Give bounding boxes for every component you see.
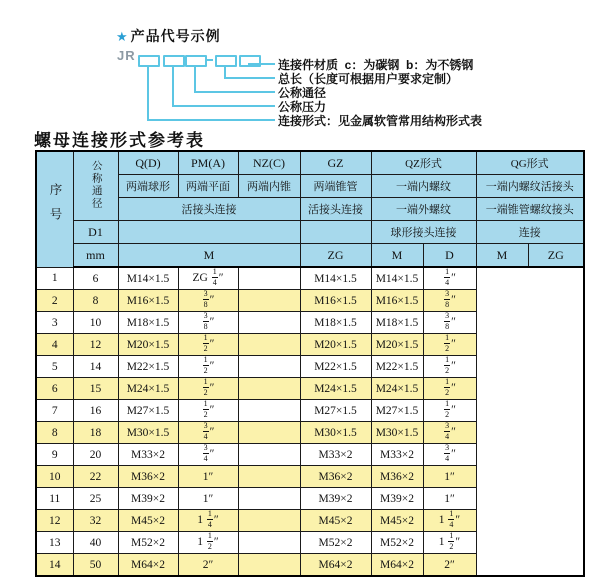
cell-qg_m: M20×1.5 [371,334,423,356]
header-qz-m: M [371,244,423,268]
legend-pressure: 公称压力 [278,100,327,114]
cell-gz_zg: $\frac{3}{4}$ ″ [178,444,238,466]
header-conn-left: 活接头连接 [118,198,300,221]
cell-dn: 6 [73,267,118,290]
legend-diameter: 公称通径 [278,86,327,100]
cell-qg_m: M16×1.5 [371,290,423,312]
cell-no: 14 [36,554,73,577]
cell-qg_m: M64×2 [371,554,423,577]
cell-m: M20×1.5 [118,334,178,356]
cell-qz_d: M36×2 [300,466,371,488]
cell-dn: 25 [73,488,118,510]
cell-qg_zg: 1 $\frac{1}{2}$ ″ [423,532,476,554]
cell-qz_d: M24×1.5 [300,378,371,400]
cell-m: M64×2 [118,554,178,577]
table-row [36,334,584,356]
diagram-title [116,26,221,46]
cell-qz_m [238,400,300,422]
cell-no: 6 [36,378,73,400]
table-row [36,444,584,466]
cell-qg_m: M36×2 [371,466,423,488]
header-thread-zg: ZG [300,244,371,268]
header-form-pma: PM(A) [178,151,238,175]
cell-m: M30×1.5 [118,422,178,444]
cell-no: 4 [36,334,73,356]
table-row [36,532,584,554]
cell-qz_m [238,422,300,444]
cell-no: 9 [36,444,73,466]
cell-gz_zg: 1 $\frac{1}{4}$ ″ [178,510,238,532]
table-row [36,422,584,444]
cell-m: M14×1.5 [118,267,178,290]
header-form-qg: QG形式 [476,151,584,175]
header-serial: 序号 [36,151,73,267]
table-row [36,466,584,488]
header-nominal-diameter: 公称通径 [73,151,118,221]
cell-dn: 10 [73,312,118,334]
cell-m: M22×1.5 [118,356,178,378]
cell-qg_m: M39×2 [371,488,423,510]
table-row [36,378,584,400]
header-desc-nzc: 两端内锥 [238,175,300,198]
cell-qg_m: M30×1.5 [371,422,423,444]
cell-m: M36×2 [118,466,178,488]
cell-qg_zg: $\frac{3}{8}$ ″ [423,290,476,312]
cell-qz_m [238,356,300,378]
cell-qg_m: M45×2 [371,510,423,532]
leader-line [194,91,275,93]
cell-no: 8 [36,422,73,444]
leader-line [194,65,196,93]
table-row [36,356,584,378]
leader-line [147,65,149,121]
leader-line [224,77,275,79]
header-ball-joint: 球形接头连接 [371,221,476,244]
cell-qg_m: M18×1.5 [371,312,423,334]
header-blank-left [118,221,300,244]
cell-gz_zg: 2″ [178,554,238,577]
cell-qg_zg: $\frac{3}{4}$ ″ [423,422,476,444]
cell-dn: 18 [73,422,118,444]
table-body [36,267,584,576]
cell-qz_m [238,267,300,290]
header-mm: mm [73,244,118,268]
cell-dn: 16 [73,400,118,422]
cell-qz_d: M14×1.5 [300,267,371,290]
header-desc-qz: 一端内螺纹 [371,175,476,198]
cell-qg_zg: 1 $\frac{1}{4}$ ″ [423,510,476,532]
cell-gz_zg: 1″ [178,488,238,510]
cell-gz_zg: 1″ [178,466,238,488]
cell-qz_m [238,444,300,466]
cell-gz_zg: $\frac{3}{4}$ ″ [178,422,238,444]
header-desc-qg: 一端内螺纹活接头 [476,175,584,198]
cell-no: 3 [36,312,73,334]
cell-dn: 8 [73,290,118,312]
cell-m: M16×1.5 [118,290,178,312]
header-form-qd: Q(D) [118,151,178,175]
header-desc-gz: 两端锥管 [300,175,371,198]
cell-m: M33×2 [118,444,178,466]
cell-qg_zg: $\frac{3}{4}$ ″ [423,444,476,466]
cell-qg_m: M22×1.5 [371,356,423,378]
legend-length: 总长（长度可根据用户要求定制） [278,72,459,86]
cell-gz_zg: $\frac{1}{2}$ ″ [178,356,238,378]
cell-no: 1 [36,267,73,290]
cell-dn: 12 [73,334,118,356]
cell-gz_zg: $\frac{3}{8}$ ″ [178,290,238,312]
diagram-title-text: 产品代号示例 [130,28,221,44]
cell-dn: 22 [73,466,118,488]
header-conn-qg: 一端锥管螺纹接头 [476,198,584,221]
nut-connection-table [35,150,585,577]
cell-qz_d: M18×1.5 [300,312,371,334]
cell-qz_d: M22×1.5 [300,356,371,378]
cell-no: 5 [36,356,73,378]
cell-m: M39×2 [118,488,178,510]
cell-dn: 20 [73,444,118,466]
header-thread-m: M [118,244,300,268]
header-form-qz: QZ形式 [371,151,476,175]
table-row [36,312,584,334]
code-box-3 [185,55,207,67]
cell-dn: 40 [73,532,118,554]
cell-qz_d: M64×2 [300,554,371,577]
cell-gz_zg: $\frac{1}{2}$ ″ [178,334,238,356]
header-desc-qd: 两端球形 [118,175,178,198]
code-dash [206,59,213,61]
table-row [36,400,584,422]
code-box-4 [215,55,237,67]
cell-qg_m: M24×1.5 [371,378,423,400]
cell-qg_zg: $\frac{1}{2}$ ″ [423,356,476,378]
cell-qz_m [238,488,300,510]
cell-qg_zg: 1″ [423,488,476,510]
table-row [36,267,584,290]
cell-no: 10 [36,466,73,488]
cell-qg_zg: $\frac{1}{2}$ ″ [423,378,476,400]
cell-gz_zg: $\frac{3}{8}$ ″ [178,312,238,334]
product-code-prefix: JR [117,48,136,63]
code-box-2 [163,55,185,67]
header-conn-gz: 活接头连接 [300,198,371,221]
cell-qz_d: M39×2 [300,488,371,510]
cell-m: M45×2 [118,510,178,532]
cell-qz_d: M16×1.5 [300,290,371,312]
cell-qg_zg: $\frac{1}{2}$ ″ [423,400,476,422]
cell-gz_zg: $\frac{1}{2}$ ″ [178,378,238,400]
cell-dn: 15 [73,378,118,400]
header-form-gz: GZ [300,151,371,175]
legend-connection: 连接形式：见金属软管常用结构形式表 [278,114,483,128]
cell-qz_m [238,554,300,577]
leader-line [172,105,275,107]
cell-qz_d: M45×2 [300,510,371,532]
cell-no: 7 [36,400,73,422]
cell-qg_m: M33×2 [371,444,423,466]
cell-qg_zg: $\frac{1}{4}$ ″ [423,267,476,290]
cell-m: M27×1.5 [118,400,178,422]
table-row [36,510,584,532]
cell-no: 12 [36,510,73,532]
legend-material: 连接件材质 c：为碳钢 b：为不锈钢 [278,58,474,72]
header-form-nzc: NZ(C) [238,151,300,175]
leader-line [147,119,275,121]
leader-line [248,63,275,65]
cell-gz_zg: 1 $\frac{1}{2}$ ″ [178,532,238,554]
table-title: 螺母连接形式参考表 [34,131,205,150]
cell-gz_zg: $\frac{1}{2}$ ″ [178,400,238,422]
cell-qz_d: M27×1.5 [300,400,371,422]
cell-dn: 50 [73,554,118,577]
cell-qz_m [238,466,300,488]
cell-qg_zg: $\frac{3}{8}$ ″ [423,312,476,334]
header-qz-d: D [423,244,476,268]
cell-qz_m [238,378,300,400]
cell-dn: 14 [73,356,118,378]
table-row [36,290,584,312]
cell-qg_m: M14×1.5 [371,267,423,290]
table-header [36,151,584,267]
cell-gz_zg: ZG $\frac{1}{4}$ ″ [178,267,238,290]
cell-qg_zg: $\frac{1}{2}$ ″ [423,334,476,356]
star-icon: ★ [116,29,129,44]
header-blank-gz [300,221,371,244]
header-d1: D1 [73,221,118,244]
cell-qg_m: M52×2 [371,532,423,554]
header-connect: 连接 [476,221,584,244]
cell-qz_d: M20×1.5 [300,334,371,356]
cell-qg_zg: 2″ [423,554,476,577]
header-qg-m: M [476,244,528,268]
cell-m: M52×2 [118,532,178,554]
header-qg-zg: ZG [528,244,584,268]
header-conn-qz: 一端外螺纹 [371,198,476,221]
cell-m: M18×1.5 [118,312,178,334]
cell-m: M24×1.5 [118,378,178,400]
cell-no: 13 [36,532,73,554]
cell-qz_d: M33×2 [300,444,371,466]
cell-qz_m [238,532,300,554]
leader-line [172,65,174,107]
cell-no: 2 [36,290,73,312]
cell-no: 11 [36,488,73,510]
cell-qg_m: M27×1.5 [371,400,423,422]
code-box-1 [138,55,160,67]
cell-qz_d: M52×2 [300,532,371,554]
cell-qz_d: M30×1.5 [300,422,371,444]
table-row [36,554,584,577]
cell-qg_zg: 1″ [423,466,476,488]
code-box-5 [239,55,261,67]
cell-qz_m [238,510,300,532]
cell-qz_m [238,312,300,334]
cell-qz_m [238,290,300,312]
table-row [36,488,584,510]
cell-dn: 32 [73,510,118,532]
header-desc-pma: 两端平面 [178,175,238,198]
cell-qz_m [238,334,300,356]
